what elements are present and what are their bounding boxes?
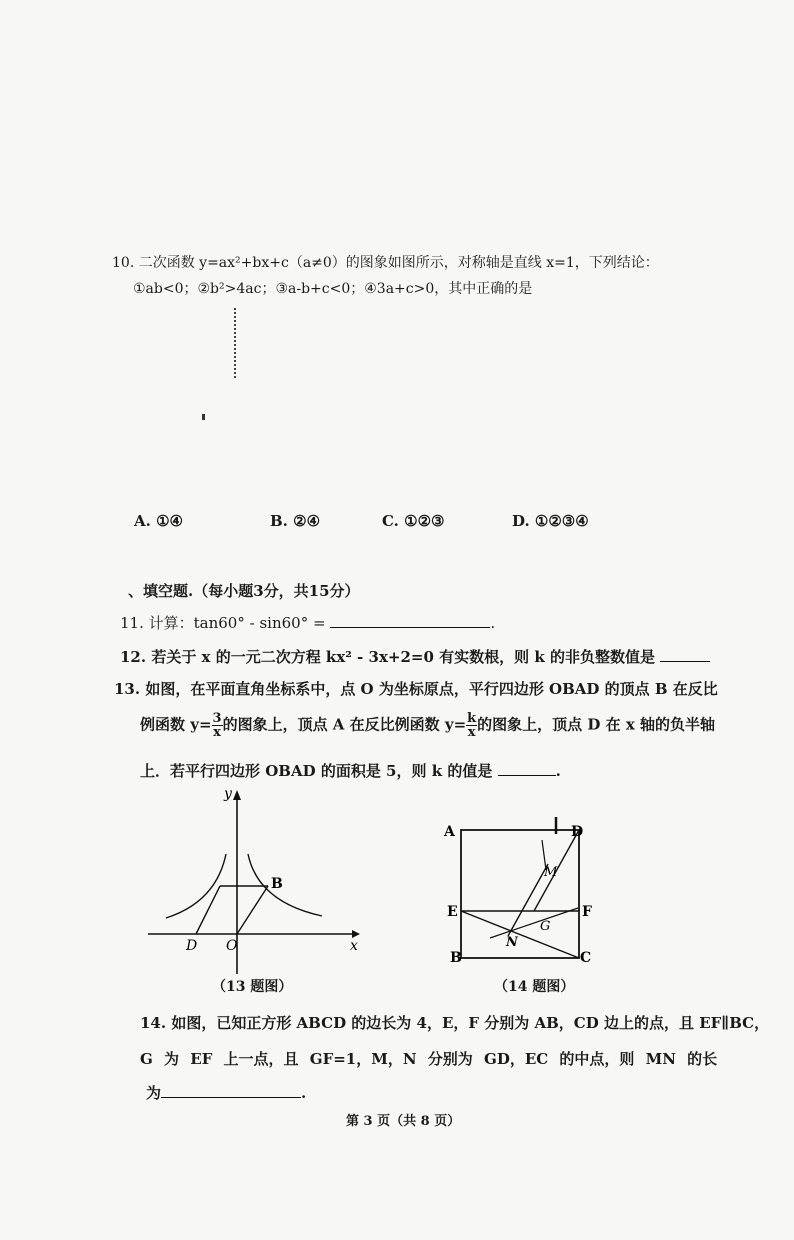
label-n: N [506,935,518,950]
label-x: x [350,938,358,954]
figure-13 [140,784,380,984]
label-y: y [224,786,232,802]
label-g: G [540,919,551,934]
question-11: 11. 计算：tan60° - sin60° = . [120,614,496,632]
question-13-line2 [140,712,715,739]
figure-14-caption: （14 题图） [494,979,575,995]
symmetry-axis-trace [234,308,240,378]
question-11-text: 11. 计算：tan60° - sin60° = [120,614,326,632]
segment-ob [237,886,268,934]
segment-nf [490,908,578,938]
figure-13-caption: （13 题图） [212,979,293,995]
question-14-line2: G 为 EF 上一点，且 GF=1，M，N 分别为 GD，EC 的中点，则 MN 的长 [140,1050,718,1068]
x-axis-arrow [352,930,360,938]
q13-line3-text: 上．若平行四边形 OBAD 的面积是 5，则 k 的值是 [140,762,493,780]
option-d[interactable]: D. ①②③④ [512,512,589,530]
label-d14: D [571,824,584,840]
question-14-line3: 为 . [146,1084,307,1102]
label-a: A [444,824,455,840]
curve-y-3-over-x [248,854,322,916]
label-m: M [544,865,558,880]
q13-mid: 的图象上，顶点 A 在反比例函数 y= [222,715,467,734]
answer-blank-13[interactable] [498,761,556,776]
label-b14: B [450,950,462,966]
label-d: D [186,938,198,954]
label-o: O [226,938,238,954]
question-12 [120,646,710,667]
question-14-line1: 14. 如图，已知正方形 ABCD 的边长为 4，E，F 分别为 AB，CD 边上的点，且 EF∥BC， [140,1014,770,1032]
question-10-statements: ①ab<0；②b²>4ac；③a-b+c<0；④3a+c>0，其中正确的是 [133,281,533,297]
answer-blank-12[interactable] [660,647,710,662]
option-a[interactable]: A. ①④ [134,512,183,530]
page-footer: 第 3 页（共 8 页） [346,1114,461,1129]
label-c: C [580,950,592,966]
curve-y-k-over-x [166,854,226,918]
question-12-text: 12. 若关于 x 的一元二次方程 kx² - 3x+2=0 有实数根，则 k 的非负整数值是 [120,648,655,666]
answer-blank-14[interactable] [161,1083,301,1098]
label-f: F [582,904,592,920]
question-13-line3: 上．若平行四边形 OBAD 的面积是 5，则 k 的值是 . [140,762,561,780]
question-10-stem: 10. 二次函数 y=ax²+bx+c（a≠0）的图象如图所示，对称轴是直线 x=1，下列结论： [112,255,659,271]
segment-ec [461,911,579,958]
question-14-line3-text: 为 [146,1084,162,1102]
fraction-k-over-x: $\frac{k}{x}$ [467,711,477,740]
figure-mark [202,414,205,420]
section-heading: 、填空题.（每小题3分，共15分） [128,582,360,600]
option-b[interactable]: B. ②④ [270,512,321,530]
y-axis-arrow [233,790,241,800]
option-c[interactable]: C. ①②③ [382,512,445,530]
answer-blank-11[interactable] [330,613,490,628]
segment-da [196,886,220,934]
q13-post: 的图象上，顶点 D 在 x 轴的负半轴 [477,715,716,734]
fraction-3-over-x: $\frac{3}{x}$ [212,711,222,740]
label-b: B [271,876,283,892]
figure-14 [430,812,610,972]
q13-pre: 例函数 y= [140,715,212,734]
square-abcd [461,830,579,958]
label-e: E [447,904,458,920]
question-13-line1: 13. 如图，在平面直角坐标系中，点 O 为坐标原点，平行四边形 OBAD 的顶点 B 在反比 [114,680,718,698]
